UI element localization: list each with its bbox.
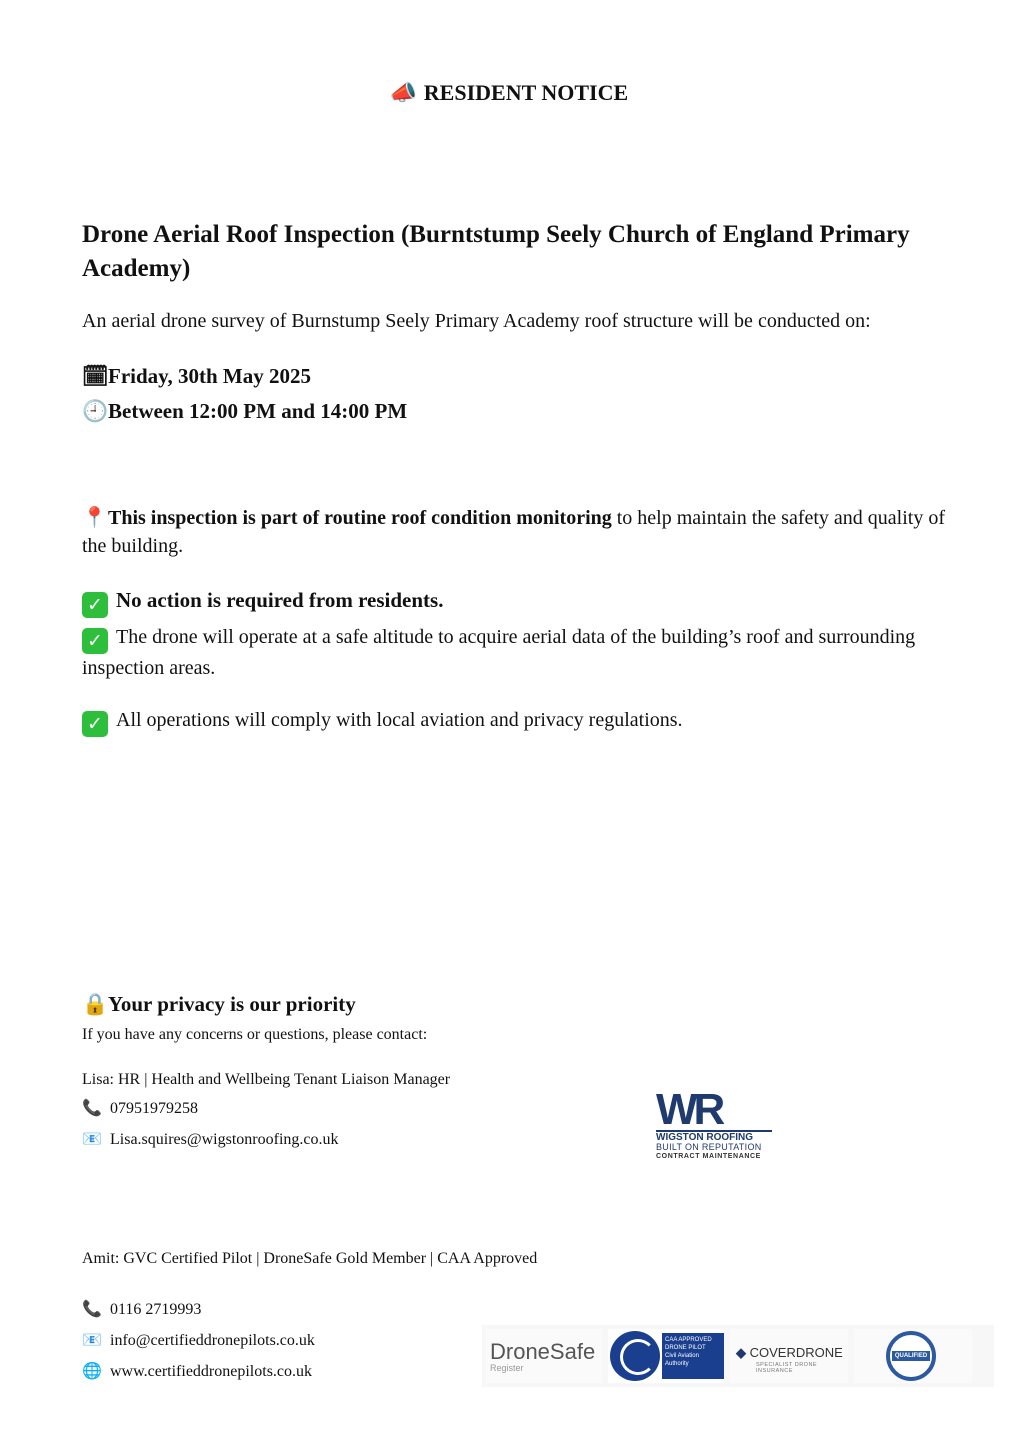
schedule-date-text: Friday, 30th May 2025 [108,364,311,388]
amit-email-text[interactable]: info@certifieddronepilots.co.uk [110,1332,315,1349]
wr-logo-tagline: BUILT ON REPUTATION [656,1142,762,1152]
wr-letters-text: WR [656,1085,722,1134]
check-icon: ✓ [82,711,108,737]
altitude-line [82,623,952,682]
amit-phone-text[interactable]: 0116 2719993 [110,1301,202,1318]
phone-icon: 📞 [82,1299,102,1318]
caa-badge [608,1329,724,1383]
dronesafe-badge [486,1329,602,1383]
amit-phone[interactable] [82,1298,201,1321]
dronesafe-sub: Register [490,1363,524,1373]
check-icon: ✓ [82,592,108,618]
coverdrone-name: COVERDRONE [749,1345,843,1360]
wr-logo-sub: CONTRACT MAINTENANCE [656,1153,761,1160]
caa-logo-icon [610,1331,660,1381]
notice-title [0,80,1018,106]
no-action-text: No action is required from residents. [116,588,444,612]
lisa-phone-text[interactable]: 07951979258 [110,1100,198,1117]
schedule-date [82,362,311,390]
lisa-email[interactable] [82,1128,338,1151]
check-icon: ✓ [82,628,108,654]
wigston-roofing-logo [656,1085,772,1160]
amit-email[interactable] [82,1329,315,1352]
qualified-seal-icon [886,1331,936,1381]
altitude-text: The drone will operate at a safe altitude to acquire aerial data of the building’s roof and surrounding inspection areas. [82,626,916,679]
amit-web-text[interactable]: www.certifieddronepilots.co.uk [110,1363,313,1380]
qualified-text: QUALIFIED [892,1351,930,1361]
amit-role: Amit: GVC Certified Pilot | DroneSafe Gold Member | CAA Approved [82,1250,538,1267]
calendar-icon: 🗓 [82,364,109,388]
purpose-paragraph [82,503,952,560]
schedule-time-text: Between 12:00 PM and 14:00 PM [108,399,408,423]
lisa-email-text[interactable]: Lisa.squires@wigstonroofing.co.uk [110,1131,339,1148]
email-icon: 📧 [82,1129,102,1148]
caa-approved-text: CAA APPROVED DRONE PILOT [665,1337,712,1351]
amit-website[interactable] [82,1360,312,1383]
document-heading: Drone Aerial Roof Inspection (Burntstump Seely Church of England Primary Academy) [82,221,910,282]
email-icon: 📧 [82,1330,102,1349]
purpose-rest: to help maintain the safety and quality of the building. [82,507,945,557]
purpose-bold: This inspection is part of routine roof condition monitoring [108,507,612,529]
globe-icon: 🌐 [82,1361,102,1380]
intro-text: An aerial drone survey of Burnstump Seely Primary Academy roof structure will be conducted on: [82,310,871,332]
comply-line [82,706,952,737]
comply-text: All operations will comply with local aviation and privacy regulations. [116,709,683,731]
accreditation-badges [482,1325,994,1387]
dronesafe-text: DroneSafe [490,1339,596,1364]
privacy-title [82,992,356,1017]
schedule-time [82,397,407,425]
wr-logo-letters [656,1085,772,1134]
phone-icon: 📞 [82,1098,102,1117]
privacy-title-text: Your privacy is our priority [108,992,356,1016]
privacy-subtitle: If you have any concerns or questions, please contact: [82,1026,428,1043]
wr-logo-name: WIGSTON ROOFING [656,1130,772,1143]
clock-icon: 🕘 [82,399,109,423]
caa-org-text: Civil Aviation Authority [665,1353,699,1367]
notice-title-text: RESIDENT NOTICE [423,80,629,105]
no-action-line [82,586,952,618]
caa-text-box [662,1333,724,1379]
lock-icon: 🔒 [82,992,109,1016]
coverdrone-badge [730,1329,848,1383]
megaphone-icon: 📣 [389,81,418,106]
lisa-role: Lisa: HR | Health and Wellbeing Tenant Liaison Manager [82,1071,451,1088]
pin-icon: 📍 [82,505,107,529]
coverdrone-sub: SPECIALIST DRONE INSURANCE [756,1362,818,1374]
lisa-phone[interactable] [82,1097,198,1120]
qualified-pilot-badge [854,1329,972,1383]
coverdrone-text: ◆ COVERDRONE [736,1345,843,1360]
